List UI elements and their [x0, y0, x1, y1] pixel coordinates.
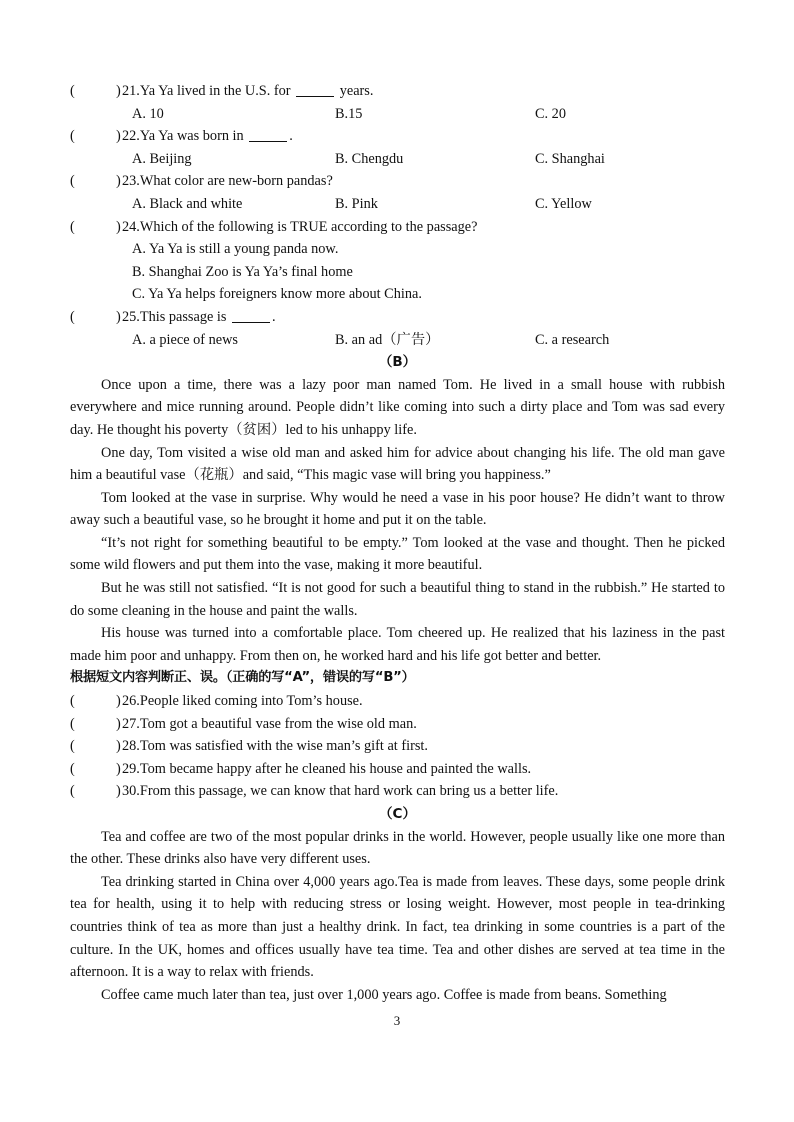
answer-paren-open: ( — [70, 783, 75, 800]
option-b: B. Shanghai Zoo is Ya Ya’s final home — [132, 263, 353, 280]
answer-paren-open: ( — [70, 760, 75, 777]
answer-paren-close: ) — [116, 760, 121, 777]
answer-paren-close: ) — [116, 173, 121, 190]
answer-paren-close: ) — [116, 308, 121, 325]
question-stem: 24.Which of the following is TRUE according to the passage? — [122, 218, 478, 235]
options-22 — [70, 148, 725, 171]
answer-blank — [232, 308, 270, 323]
answer-paren-close: ) — [116, 715, 121, 732]
answer-paren-open: ( — [70, 308, 75, 325]
passage-paragraph: His house was turned into a comfortable place. Tom cheered up. He realized that his laziness in the past made him poor and unhappy. From then on, he worked hard and his life got better and better. — [70, 625, 725, 664]
answer-paren-close: ) — [116, 783, 121, 800]
question-28 — [70, 735, 725, 758]
question-stem: 30.From this passage, we can know that hard work can bring us a better life. — [122, 783, 559, 800]
answer-paren-close: ) — [116, 693, 121, 710]
section-title-b: （B） — [378, 354, 417, 371]
passage-paragraph: Tea and coffee are two of the most popular drinks in the world. However, people usually like one more than the other. These drinks also have very different uses. — [70, 828, 725, 868]
options-23 — [70, 193, 725, 216]
option-c: C. 20 — [535, 105, 566, 122]
option-b: B. Chengdu — [335, 150, 404, 167]
question-stem: 29.Tom became happy after he cleaned his house and painted the walls. — [122, 760, 532, 777]
question-stem: 22.Ya Ya was born in . — [122, 128, 293, 145]
option-c: C. Yellow — [535, 195, 592, 212]
question-stem: 21.Ya Ya lived in the U.S. for years. — [122, 83, 374, 99]
passage-paragraph: Coffee came much later than tea, just over 1,000 years ago. Coffee is made from beans. Something — [101, 986, 667, 1003]
section-title-c: （C） — [379, 806, 416, 822]
exam-page — [70, 80, 725, 1006]
option-a: A. Beijing — [132, 150, 192, 167]
answer-paren-open: ( — [70, 738, 75, 755]
question-23 — [70, 170, 725, 193]
option-a: A. Ya Ya is still a young panda now. — [132, 241, 339, 258]
answer-blank — [296, 82, 334, 97]
option-c: C. a research — [535, 331, 610, 348]
option-c: C. Shanghai — [535, 150, 605, 167]
passage-paragraph: Tom looked at the vase in surprise. Why would he need a vase in his poor house? He didn’t want to throw away such a beautiful vase, so he brought it home and put it on the table. — [70, 489, 725, 529]
question-22 — [70, 125, 725, 148]
answer-paren-open: ( — [70, 83, 75, 99]
option-c: C. Ya Ya helps foreigners know more about China. — [132, 286, 422, 303]
option-b: B. an ad（广告） — [335, 331, 440, 348]
option-a: A. Black and white — [132, 195, 243, 212]
option-b: B.15 — [335, 105, 363, 122]
answer-paren-open: ( — [70, 715, 75, 732]
options-25 — [70, 329, 725, 352]
page-number: 3 — [393, 1013, 401, 1028]
passage-paragraph: Once upon a time, there was a lazy poor man named Tom. He lived in a small house with rubbish everywhere and mice running around. People didn’t like coming into such a dirty place and Tom was sad every day. He thought his poverty（贫困）led to his unhappy life. — [70, 376, 725, 438]
question-30 — [70, 780, 725, 803]
question-stem: 26.People liked coming into Tom’s house. — [122, 693, 363, 710]
question-stem: 27.Tom got a beautiful vase from the wise old man. — [122, 715, 417, 732]
passage-paragraph: But he was still not satisfied. “It is not good for such a beautiful thing to stand in the rubbish.” He started to do some cleaning in the house and paint the walls. — [70, 580, 725, 619]
answer-paren-close: ) — [116, 738, 121, 755]
question-27 — [70, 713, 725, 736]
answer-blank — [249, 127, 287, 142]
passage-paragraph: Tea drinking started in China over 4,000 years ago.Tea is made from leaves. These days, some people drink tea for health, using it to help with reducing stress or losing weight. However, most people in tea-drinking countries think of tea as more than just a healthy drink. In fact, tea drinking in some countries is a part of the culture. In the UK, homes and offices usually have tea time. Tea and other dishes are served at tea time in the afternoon. It is a way to relax with friends. — [70, 873, 725, 981]
answer-paren-close: ) — [116, 128, 121, 145]
option-b: B. Pink — [335, 195, 378, 212]
passage-paragraph: One day, Tom visited a wise old man and asked him for advice about changing his life. The old man gave him a beautiful vase（花瓶）and said, “This magic vase will bring you happiness.” — [70, 444, 725, 484]
answer-paren-open: ( — [70, 218, 75, 235]
section-instruction: 根据短文内容判断正、误。（正确的写“A”，错误的写“B”） — [70, 670, 415, 686]
answer-paren-open: ( — [70, 128, 75, 145]
question-21 — [70, 80, 725, 103]
passage-paragraph: “It’s not right for something beautiful to be empty.” Tom looked at the vase and thought. Then he picked some wild flowers and put them into the vase, making it more beautiful. — [70, 534, 725, 574]
question-stem: 25.This passage is . — [122, 308, 276, 325]
question-stem: 23.What color are new-born pandas? — [122, 173, 333, 190]
question-stem: 28.Tom was satisfied with the wise man’s gift at first. — [122, 738, 428, 755]
answer-paren-open: ( — [70, 693, 75, 710]
question-24 — [70, 216, 725, 239]
question-25 — [70, 306, 725, 329]
option-a: A. a piece of news — [132, 331, 238, 348]
options-21 — [70, 103, 725, 126]
question-29 — [70, 758, 725, 781]
answer-paren-close: ) — [116, 83, 121, 99]
answer-paren-open: ( — [70, 173, 75, 190]
answer-paren-close: ) — [116, 218, 121, 235]
option-a: A. 10 — [132, 105, 164, 122]
question-26 — [70, 690, 725, 713]
